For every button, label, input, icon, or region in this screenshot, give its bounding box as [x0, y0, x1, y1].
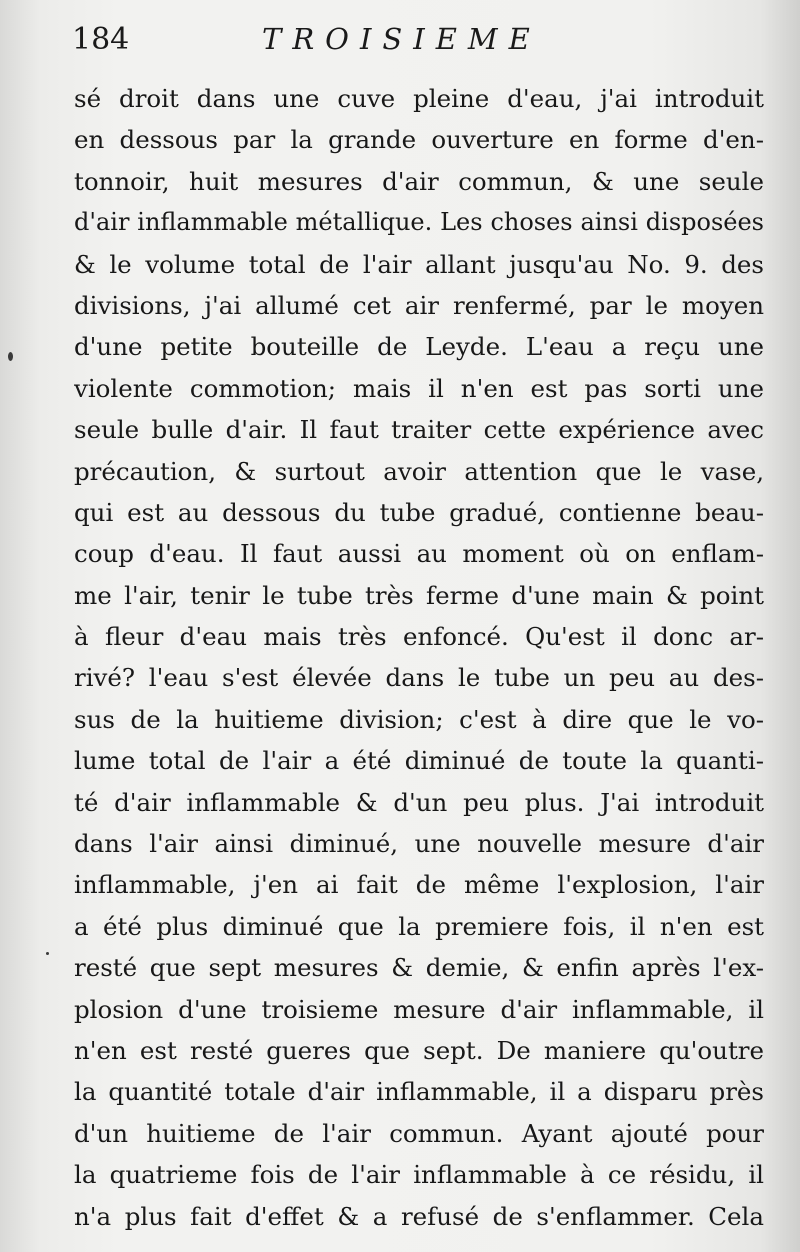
body-text — [74, 78, 764, 1237]
text-line: précaution, & surtout avoir attention que le vase, — [74, 456, 764, 486]
text-line: d'un huitieme de l'air commun. Ayant ajouté pour — [74, 1118, 764, 1148]
text-line: té d'air inflammable & d'un peu plus. J'ai introduit — [74, 787, 764, 817]
text-line: plosion d'une troisieme mesure d'air inflammable, il — [74, 994, 764, 1024]
text-line: n'en est resté gueres que sept. De maniere qu'outre — [74, 1035, 764, 1065]
text-line: resté que sept mesures & demie, & enfin après l'ex- — [74, 953, 764, 983]
text-line: sus de la huitieme division; c'est à dire que le vo- — [74, 704, 764, 734]
text-line: à fleur d'eau mais très enfoncé. Qu'est il donc ar- — [74, 622, 764, 652]
text-line: tonnoir, huit mesures d'air commun, & une seule — [74, 166, 764, 196]
text-line: divisions, j'ai allumé cet air renfermé, par le moyen — [74, 290, 764, 320]
text-line: sé droit dans une cuve pleine d'eau, j'ai introduit — [74, 84, 764, 113]
ink-speck — [46, 952, 49, 955]
text-line: la quatrieme fois de l'air inflammable à ce résidu, il — [74, 1160, 764, 1190]
text-line: inflammable, j'en ai fait de même l'explosion, l'air — [74, 870, 764, 900]
text-line: dans l'air ainsi diminué, une nouvelle mesure d'air — [74, 829, 764, 859]
running-head: TROISIEME — [262, 22, 541, 56]
text-line: violente commotion; mais il n'en est pas sorti une — [74, 373, 764, 403]
text-line: me l'air, tenir le tube très ferme d'une main & point — [74, 580, 764, 610]
text-line: qui est au dessous du tube gradué, contienne beau- — [74, 497, 764, 527]
text-line: d'air inflammable métallique. Les choses ainsi disposées — [74, 208, 764, 237]
page-header — [72, 22, 772, 62]
text-line: seule bulle d'air. Il faut traiter cette expérience avec — [74, 415, 764, 445]
text-line: la quantité totale d'air inflammable, il a disparu près — [74, 1077, 764, 1107]
text-line: rivé? l'eau s'est élevée dans le tube un peu au des- — [74, 663, 764, 693]
page-number: 184 — [72, 22, 130, 57]
text-line: lume total de l'air a été diminué de toute la quanti- — [74, 746, 764, 776]
text-line: en dessous par la grande ouverture en forme d'en- — [74, 125, 764, 155]
text-line: d'une petite bouteille de Leyde. L'eau a reçu une — [74, 332, 764, 362]
text-line: coup d'eau. Il faut aussi au moment où on enflam- — [74, 539, 764, 569]
text-line: & le volume total de l'air allant jusqu'au No. 9. des — [74, 249, 764, 279]
text-line: n'a plus fait d'effet & a refusé de s'enflammer. Cela — [74, 1201, 764, 1231]
ink-speck — [8, 352, 13, 361]
text-line: a été plus diminué que la premiere fois, il n'en est — [74, 911, 764, 941]
